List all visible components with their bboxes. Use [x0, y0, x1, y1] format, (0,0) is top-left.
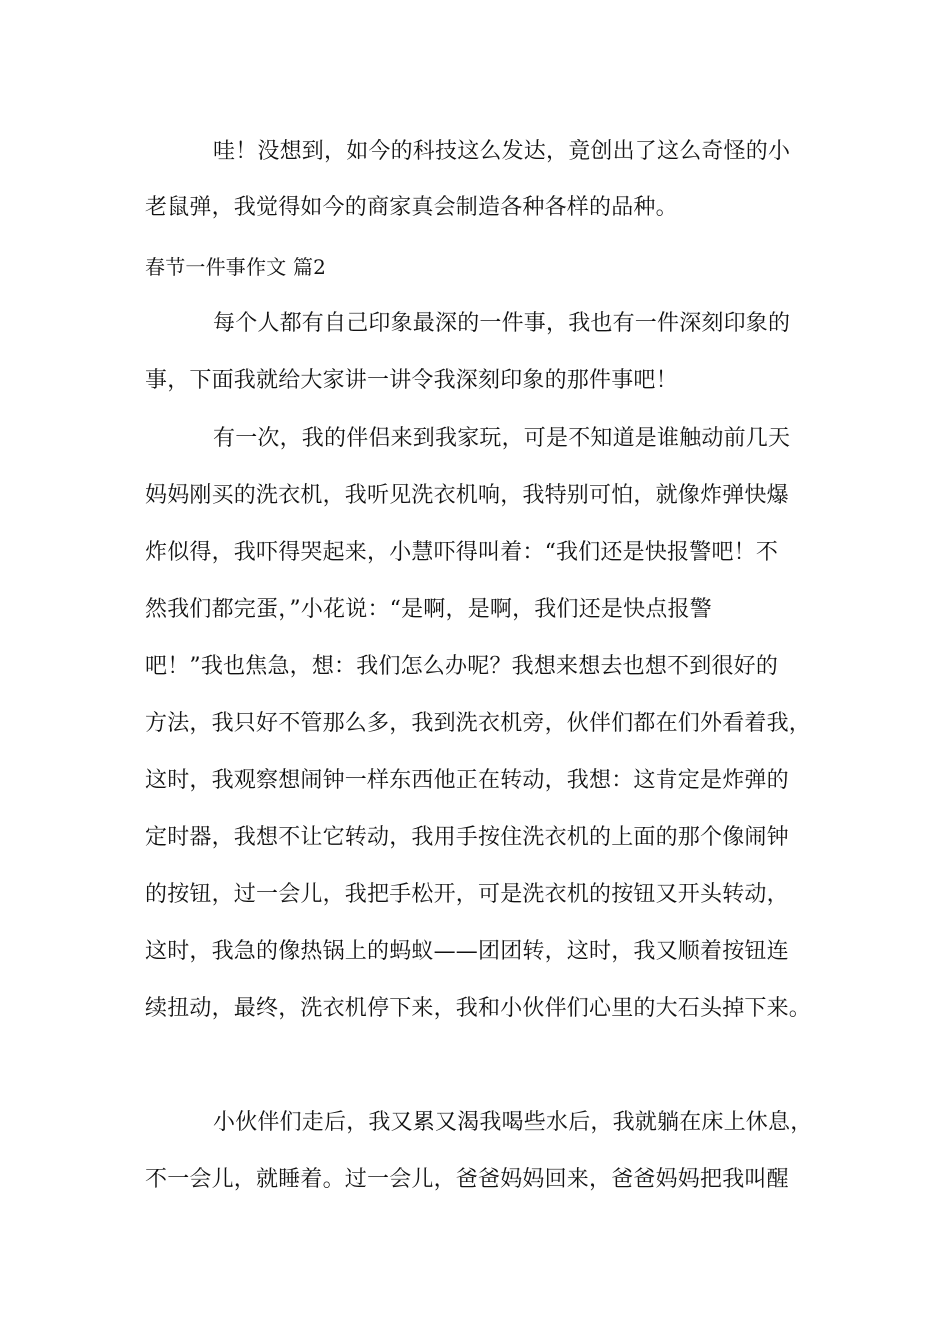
paragraph-line: 小伙伴们走后，我又累又渴我喝些水后，我就躺在床上休息， — [213, 1110, 813, 1135]
paragraph-line: 妈妈刚买的洗衣机，我听见洗衣机响，我特别可怕，就像炸弹快爆 — [145, 483, 789, 508]
paragraph-line: 这时，我急的像热锅上的蚂蚁——团团转，这时，我又顺着按钮连 — [145, 939, 789, 964]
paragraph-line: 然我们都完蛋，”小花说：“是啊，是啊，我们还是快点报警 — [145, 597, 712, 622]
paragraph-line: 老鼠弹，我觉得如今的商家真会制造各种各样的品种。 — [145, 195, 678, 220]
paragraph-line: 续扭动，最终，洗衣机停下来，我和小伙伴们心里的大石头掉下来。 — [145, 996, 812, 1021]
paragraph-line: 方法，我只好不管那么多，我到洗衣机旁，伙伴们都在们外看着我， — [145, 711, 812, 736]
section-heading: 春节一件事作文 篇2 — [145, 255, 327, 279]
paragraph-line: 哇！没想到，如今的科技这么发达，竟创出了这么奇怪的小 — [213, 139, 791, 164]
paragraph-line: 吧！”我也焦急，想：我们怎么办呢？我想来想去也想不到很好的 — [145, 654, 779, 679]
paragraph-line: 的按钮，过一会儿，我把手松开，可是洗衣机的按钮又开头转动， — [145, 882, 789, 907]
paragraph-line: 每个人都有自己印象最深的一件事，我也有一件深刻印象的 — [213, 311, 791, 336]
paragraph-line: 定时器，我想不让它转动，我用手按住洗衣机的上面的那个像闹钟 — [145, 825, 789, 850]
paragraph-line: 有一次，我的伴侣来到我家玩，可是不知道是谁触动前几天 — [213, 426, 791, 451]
paragraph-line: 事，下面我就给大家讲一讲令我深刻印象的那件事吧！ — [145, 368, 678, 393]
paragraph-line: 这时，我观察想闹钟一样东西他正在转动，我想：这肯定是炸弹的 — [145, 768, 789, 793]
paragraph-line: 不一会儿，就睡着。过一会儿，爸爸妈妈回来，爸爸妈妈把我叫醒 — [145, 1167, 789, 1192]
paragraph-line: 炸似得，我吓得哭起来，小慧吓得叫着：“我们还是快报警吧！不 — [145, 540, 779, 565]
